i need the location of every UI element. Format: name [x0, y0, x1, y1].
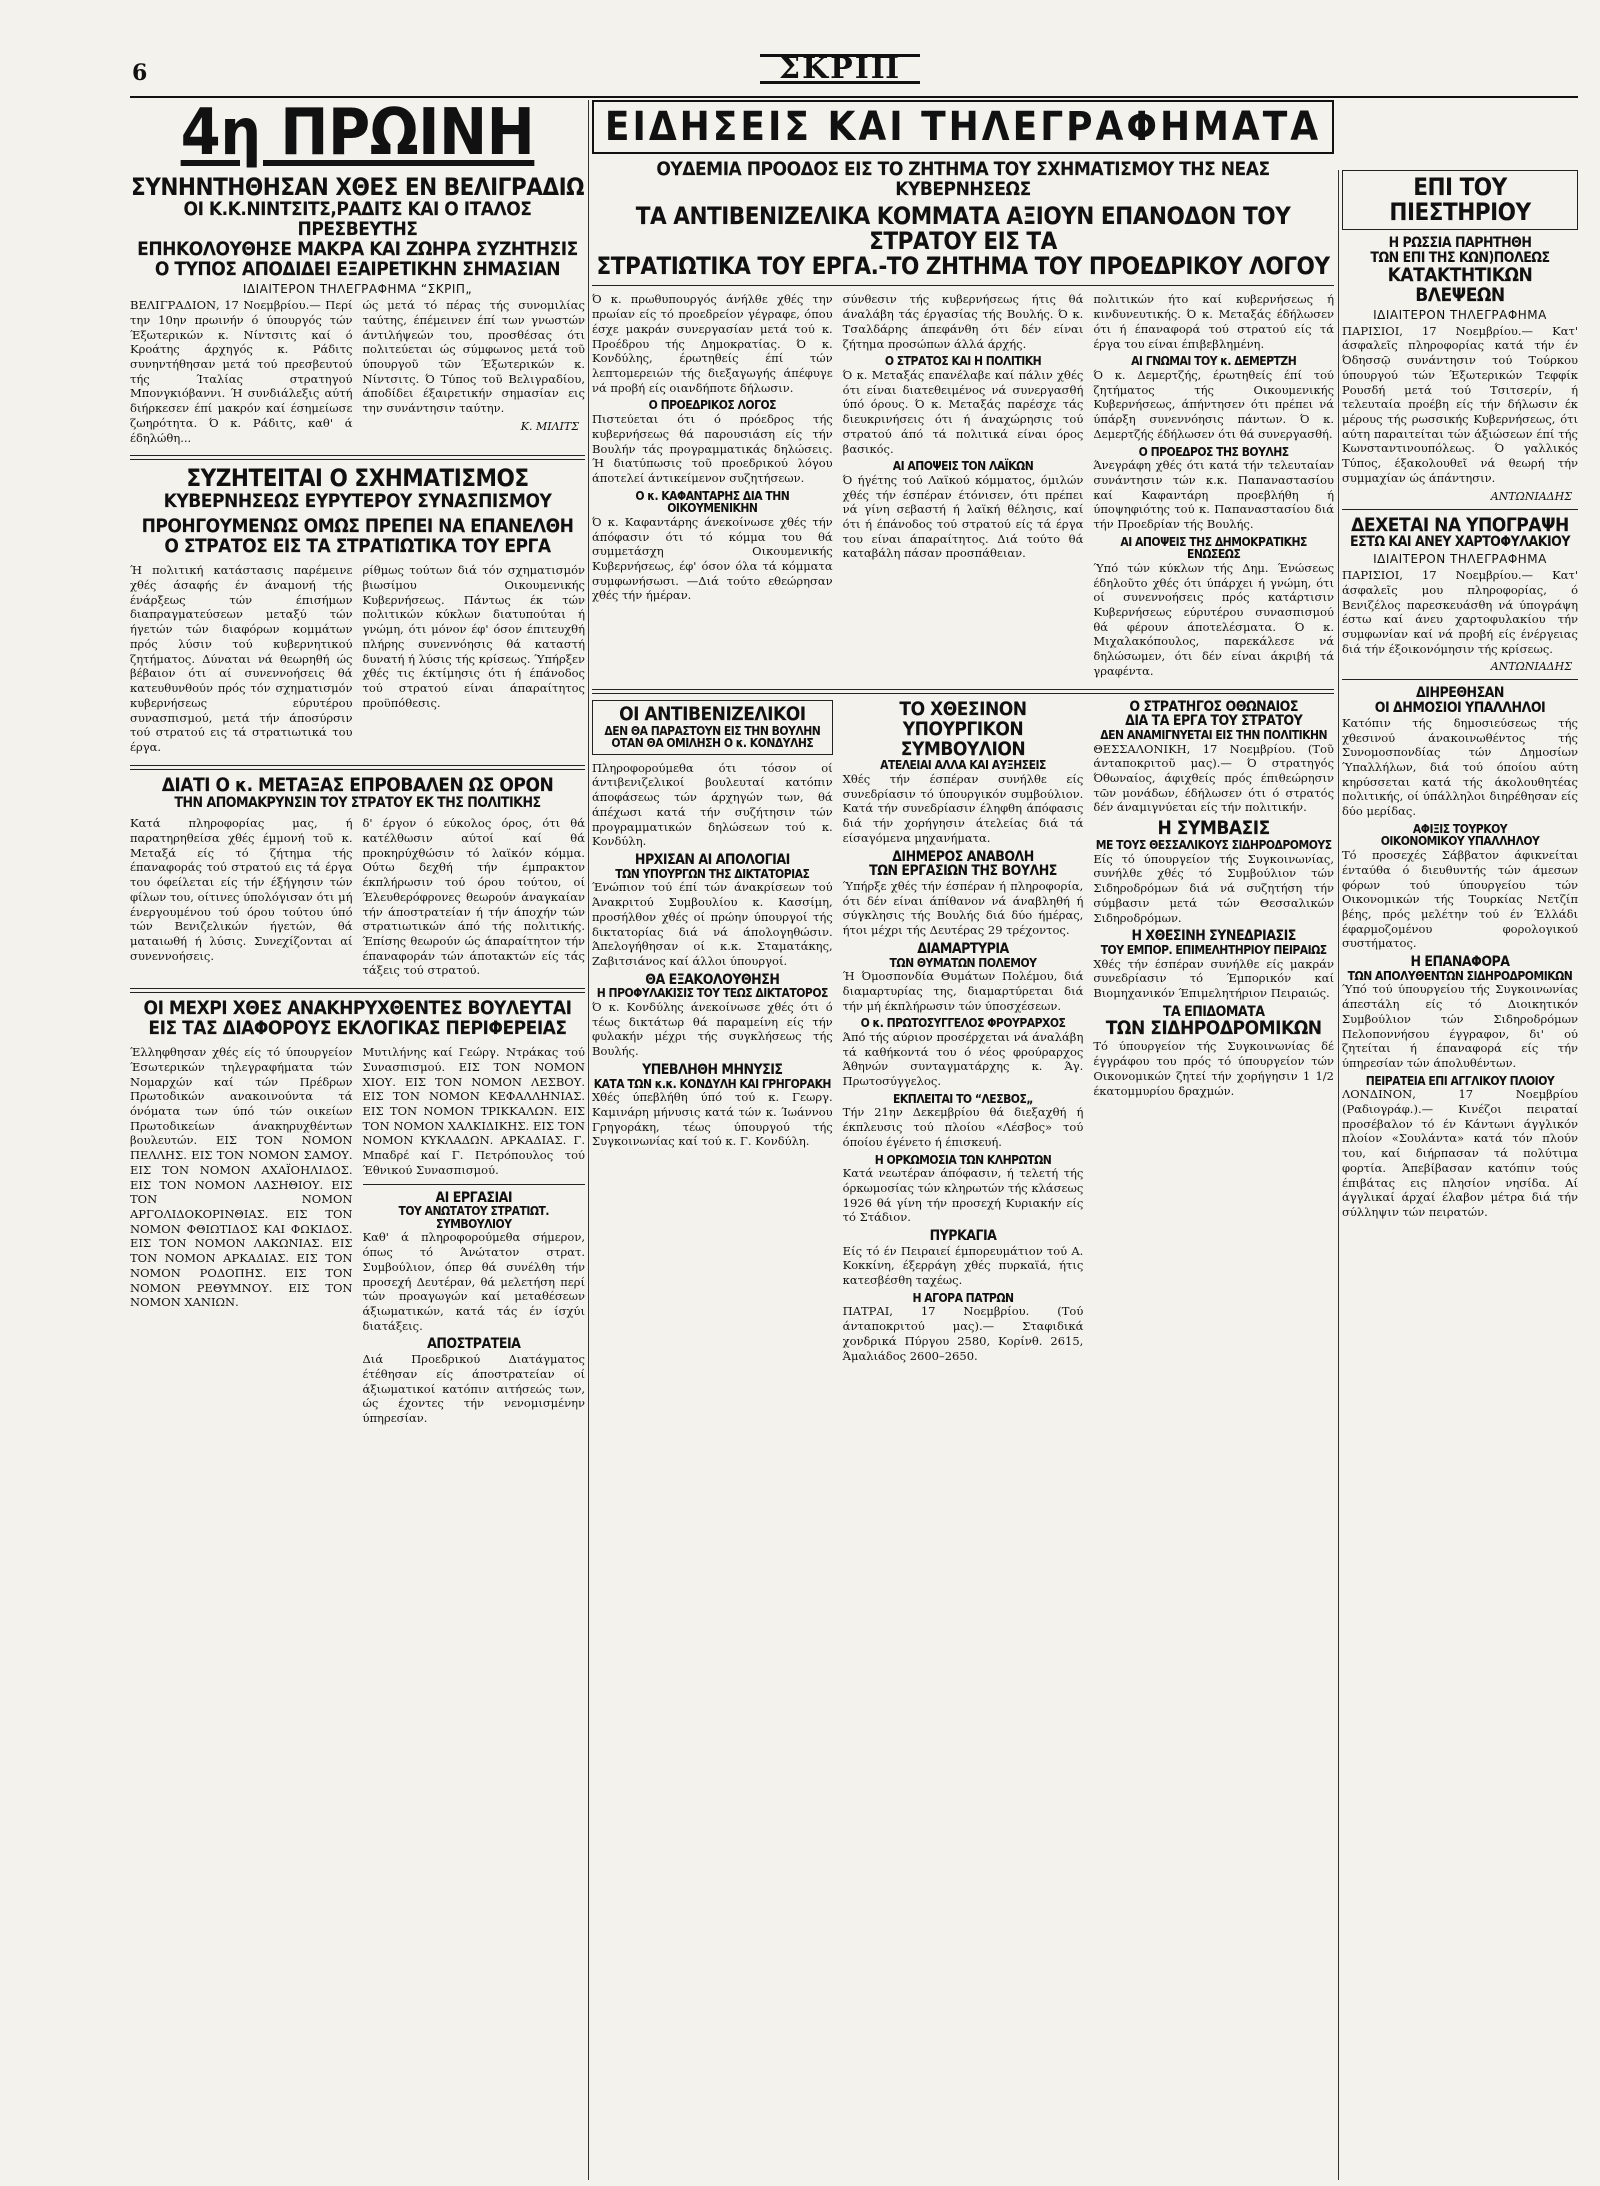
headline-sub: Ο ΤΥΠΟΣ ΑΠΟΔΙΔΕΙ ΕΞΑΙΡΕΤΙΚΗΝ ΣΗΜΑΣΙΑΝ: [154, 258, 561, 281]
headline: ΗΡΧΙΣΑΝ ΑΙ ΑΠΟΛΟΓΙΑΙ: [634, 852, 790, 869]
article-text: Ό ήγέτης τού Λαϊκού κόμματος, όμιλών χθές τήν έσπέραν έτόνισεν, ότι πρέπει νά γίνη σεβαστή ή λαϊκή θέλησις, καί ότι ή έπάνοδος τού στρατού είς τά έργα του είναι άπαραίτητος. Διά τούτο θά καταβάλη πάσαν προσπάθειαν.: [842, 472, 1084, 561]
section-box: [1342, 170, 1578, 230]
headline: ΔΙΗΜΕΡΟΣ ΑΝΑΒΟΛΗ: [892, 848, 1034, 865]
subhead: ΑΙ ΑΠΟΨΕΙΣ ΤΗΣ ΔΗΜΟΚΡΑΤΙΚΗΣ ΕΝΩΣΕΩΣ: [1120, 534, 1307, 562]
subhead: ΕΚΠΛΕΙΤΑΙ ΤΟ “ΛΕΣΒΟΣ„: [893, 1091, 1033, 1106]
article-text: Ύπό τού ύπουργείου τής Συγκοινωνίας άπεστάλη είς τό Διοικητικόν Συμβούλιον τών Σιδηροδρόμων Πελοποννήσου έγγραφον, δι' ού ζητείται ή έπαναφορά είς τήν ύπηρεσίαν τών άπολυθέντων.: [1342, 982, 1578, 1070]
headline: ΔΙΗΡΕΘΗΣΑΝ: [1416, 685, 1504, 702]
masthead: ΣΚΡΙΠ: [760, 54, 920, 84]
headline: ΤΟ ΧΘΕΣΙΝΟΝ: [899, 697, 1027, 720]
brand-title: 4η ΠΡΩΙΝΗ: [180, 100, 535, 170]
headline: Η ΡΩΣΣΙΑ ΠΑΡΗΤΗΘΗ: [1388, 235, 1532, 252]
divider: [1342, 679, 1578, 680]
article-text: Ό κ. Καφαντάρης άνεκοίνωσε χθές τήν άπόφασιν ότι τό κόμμα του θά συμμετάσχη Οικουμενικής Κυβερνήσεως, έφ' όσον όλα τά κόμματα συμφωνήσωσι. —Διά τούτο εθεώρησαν χθές τήν ήμέραν.: [592, 514, 833, 603]
article-text: Ό κ. πρωθυπουργός άνήλθε χθές την πρωίαν είς τό προεδρείον γέγραφε, όπου έσχε μακράν συνεργασίαν μετά τού κ. Προέδρου τής Δημοκρατίας. Ό κ. Κονδύλης, έρωτηθείς έπί τών λεπτομερειών τής διεξαγωγής άπέφυγε νά προβή είς οιανδήποτε δήλωσιν.: [592, 292, 833, 395]
article-body: [130, 563, 585, 758]
article-text: Ό κ. Κονδύλης άνεκοίνωσε χθές ότι ό τέως δικτάτωρ θά παραμείνη είς τήν φυλακήν μέχρι τής συγκλήσεως τής Βουλής.: [592, 999, 833, 1059]
article-text: Πληροφορούμεθα ότι τόσον οί άντιβενιζελικοί βουλευταί κατόπιν άποφάσεως τών άρχηγών των, θά άπέχωσι κατά τήν συζήτησιν τών προγραμματικών δηλώσεων τού κ. Κονδύλη.: [592, 760, 833, 849]
headline-sub: Ο ΣΤΡΑΤΟΣ ΕΙΣ ΤΑ ΣΤΡΑΤΙΩΤΙΚΑ ΤΟΥ ΕΡΓΑ: [164, 535, 551, 558]
signature: ΑΝΤΩΝΙΑΔΗΣ: [1490, 660, 1572, 674]
article-text: Κατά νεωτέραν άπόφασιν, ή τελετή τής όρκωμοσίας τών κληρωτών τής κλάσεως 1926 θά γίνη τήν προσεχή Κυριακήν είς τό Στάδιον.: [842, 1166, 1084, 1225]
headline-sub: ΤΩΝ ΘΥΜΑΤΩΝ ΠΟΛΕΜΟΥ: [889, 955, 1037, 970]
subhead: ΑΙ ΑΠΟΨΕΙΣ ΤΟΝ ΛΑΪΚΩΝ: [892, 459, 1034, 474]
divider: [1342, 509, 1578, 510]
headline: ΟΥΔΕΜΙΑ ΠΡΟΟΔΟΣ ΕΙΣ ΤΟ ΖΗΤΗΜΑ ΤΟΥ ΣΧΗΜΑΤΙΣΜΟΥ ΤΗΣ ΝΕΑΣ ΚΥΒΕΡΝΗΣΕΩΣ: [656, 158, 1270, 200]
article-body: [592, 292, 1334, 682]
headline: ΣΥΖΗΤΕΙΤΑΙ Ο ΣΧΗΜΑΤΙΣΜΟΣ: [186, 464, 529, 493]
article-body: [130, 298, 585, 449]
headline: Ο ΣΤΡΑΤΗΓΟΣ ΟΘΩΝΑΙΟΣ: [1129, 698, 1298, 715]
signature: ΑΝΤΩΝΙΑΔΗΣ: [1490, 489, 1572, 503]
article-text: ΛΟΝΔΙΝΟΝ, 17 Νοεμβρίου (Ραδιογράφ.).— Κινέζοι πειραταί προσέβαλον τό έν Κάντωνι άγγλικόν πλοίον «Σουλάντα» κατά τόν πλούν του, καί διήρπασαν τά πολύτιμα φορτία. Άπεβίβασαν κατόπιν τούς έπιβάτας εις πλησίον νησίδα. Αί άγγλικαί άρχαί έλαβον μέτρα διά τήν σύλληψιν τών πειρατών.: [1342, 1087, 1578, 1220]
article-text: Έλληφθησαν χθές είς τό ύπουργείον Έσωτερικών τηλεγραφήματα τών Νομαρχών καί τών Πρέδρων Πρωτοδικών ανακοινούντα τά όνόματα των ύπό τών οικείων Πρωτοδικείων άνακηρυχθέντων βουλευτών. ΕΙΣ ΤΟΝ ΝΟΜΟΝ ΠΕΛΛΗΣ. ΕΙΣ ΤΟΝ ΝΟΜΟΝ ΣΑΜΟΥ. ΕΙΣ ΤΟΝ ΝΟΜΟΝ ΑΧΑΪΟΗΛΙΔΟΣ. ΕΙΣ ΤΟΝ ΝΟΜΟΝ ΛΑΣΗΘΙΟΥ. ΕΙΣ ΤΟΝ ΝΟΜΟΝ ΑΡΓΟΛΙΔΟΚΟΡΙΝΘΙΑΣ. ΕΙΣ ΤΟΝ ΝΟΜΟΝ ΦΘΙΩΤΙΔΟΣ ΚΑΙ ΦΩΚΙΔΟΣ. ΕΙΣ ΤΟΝ ΝΟΜΟΝ ΛΑΚΩΝΙΑΣ. ΕΙΣ ΤΟΝ ΝΟΜΟΝ ΑΡΚΑΔΙΑΣ. ΕΙΣ ΤΟΝ ΝΟΜΟΝ ΡΟΔΟΠΗΣ. ΕΙΣ ΤΟΝ ΝΟΜΟΝ ΡΕΘΥΜΝΟΥ. ΕΙΣ ΤΟΝ ΝΟΜΟΝ ΧΑΝΙΩΝ.: [130, 1045, 353, 1310]
article-body: [130, 816, 585, 982]
right-column: [1342, 170, 1578, 1224]
subhead: Η ΟΡΚΩΜΟΣΙΑ ΤΩΝ ΚΛΗΡΩΤΩΝ: [874, 1152, 1052, 1167]
headline: ΥΠΕΒΛΗΘΗ ΜΗΝΥΣΙΣ: [642, 1061, 783, 1078]
headline: Η ΧΘΕΣΙΝΗ ΣΥΝΕΔΡΙΑΣΙΣ: [1131, 928, 1296, 945]
article-text: Ό κ. Δεμερτζής, έρωτηθείς έπί τού ζητήματος τής Οικουμενικής Κυβερνήσεως, άπήντησεν ότι πρέπει νά ύπάρξη συνεννόησις πάντων. Ό κ. Δεμερτζής έδήλωσεν ότι θά συνεργασθή.: [1093, 367, 1334, 441]
left-column: [130, 100, 585, 1430]
article-text: Ύπό τών κύκλων τής Δημ. Ένώσεως έδηλοῦτο χθές ότι ύπάρχει ή γνώμη, ότι οί συνεννοήσεις πρός κατάρτισιν Κυβερνήσεως εύρυτέρου συνασπισμού θά φέρουν άποτελέσματα. Ό κ. Μιχαλακόπουλος, παρεκάλεσε νά δηλώσωμεν, ότι δέν είναι άκριβή τά γραφέντα.: [1093, 560, 1334, 678]
article-text: ΠΑΤΡΑΙ, 17 Νοεμβρίου. (Τού άνταποκριτού μας).— Σταφιδικά χονδρικά Πύργου 2580, Κορίνθ. 2615, Άμαλιάδος 2600–2650.: [842, 1304, 1084, 1363]
article-text: Τό ύπουργείον τής Συγκοινωνίας δέ έγγράφου του πρός τό ύπουργείον τών Οικονομικών ζητεί τήν χορήγησιν 1 1/2 έκατομμυρίου δραχμών.: [1093, 1039, 1334, 1098]
article-text: σύνθεσιν τής κυβερνήσεως ήτις θά άναλάβη τάς έργασίας τής Βουλής. Ό κ. Τσαλδάρης άπεφάνθη ότι δέν είναι ζήτημα προσώπων άλλά άρχής.: [842, 292, 1084, 351]
headline: ΑΙ ΕΡΓΑΣΙΑΙ: [435, 1189, 513, 1206]
section-banner: [592, 100, 1334, 154]
subhead: Ο ΠΡΟΕΔΡΟΣ ΤΗΣ ΒΟΥΛΗΣ: [1138, 444, 1289, 459]
headline-sub: ΔΕΝ ΑΝΑΜΙΓΝΥΕΤΑΙ ΕΙΣ ΤΗΝ ΠΟΛΙΤΙΚΗΝ: [1100, 728, 1328, 742]
subhead: Ο κ. ΚΑΦΑΝΤΑΡΗΣ ΔΙΑ ΤΗΝ ΟΙΚΟΥΜΕΝΙΚΗΝ: [635, 488, 790, 516]
headline-sub: ΟΙ Κ.Κ.ΝΙΝΤΣΙΤΣ,ΡΑΔΙΤΣ ΚΑΙ Ο ΙΤΑΛΟΣ ΠΡΕΣΒΕΥΤΗΣ: [183, 198, 532, 241]
headline: ΤΩΝ ΣΙΔΗΡΟΔΡΟΜΙΚΩΝ: [1105, 1017, 1322, 1040]
divider: [363, 1184, 586, 1185]
headline: ΤΩΝ ΕΡΓΑΣΙΩΝ ΤΗΣ ΒΟΥΛΗΣ: [869, 863, 1057, 880]
headline: ΔΙΑΤΙ Ο κ. ΜΕΤΑΞΑΣ ΕΠΡΟΒΑΛΕΝ ΩΣ ΟΡΟΝ: [161, 773, 554, 796]
headline: Η ΕΠΑΝΑΦΟΡΑ: [1410, 954, 1510, 971]
headline-sub: ΕΙΣ ΤΑΣ ΔΙΑΦΟΡΟΥΣ ΕΚΛΟΓΙΚΑΣ ΠΕΡΙΦΕΡΕΙΑΣ: [148, 1017, 567, 1040]
article-text: Είς τό ύπουργείον τής Συγκοινωνίας, συνήλθε χθές τό Συμβούλιον τών Σιδηροδρόμων διά νά συζητήση τήν σύμβασιν μετά τών Θεσσαλικών Σιδηροδρόμων.: [1093, 851, 1334, 925]
article-text: Χθές τήν έσπέραν συνήλθε είς μακράν συνεδρίασιν τό Έμπορικόν καί Βιομηχανικόν Έπιμελητήριον Πειραιώς.: [1093, 956, 1334, 1001]
column-divider: [588, 100, 589, 2180]
article-text: Ή πολιτική κατάστασις παρέμεινε χθές άσαφής έν άναμονή τής ένάρξεως τών έπισήμων διαπραγματεύσεων μεταξύ τών ήγετών τών διαφόρων κομμάτων πρός λύσιν τού κυβερνητικού ζητήματος. Δύναται νά θεωρηθή ώς βέβαιον ότι αί συνεννοήσεις θά κατευθυνθούν πρός τόν σχηματισμόν κυβερνήσεως εύρυτέρου συνασπισμού, μετά τήν άποσύρσιν τού στρατού εις τά στρατιωτικά του έργα.: [130, 563, 353, 754]
headline: ΤΑ ΑΝΤΙΒΕΝΙΖΕΛΙΚΑ ΚΟΜΜΑΤΑ ΑΞΙΟΥΝ ΕΠΑΝΟΔΟΝ ΤΟΥ ΣΤΡΑΤΟΥ ΕΙΣ ΤΑ: [635, 201, 1291, 256]
headline-sub: ΚΑΤΑ ΤΩΝ κ.κ. ΚΟΝΔΥΛΗ ΚΑΙ ΓΡΗΓΟΡΑΚΗ: [593, 1076, 831, 1091]
section-title: ΕΠΙ ΤΟΥ ΠΙΕΣΤΗΡΙΟΥ: [1389, 173, 1531, 227]
article-text: Χθές ύπεβλήθη ύπό τού κ. Γεωργ. Καμινάρη μήνυσις κατά τών κ. Ίωάννου Γρηγοράκη, τέως ύπουργού τής Συγκοινωνίας καί τού κ. Γ. Κονδύλη.: [592, 1090, 833, 1149]
article-text: ρίθμως τούτων διά τόν σχηματισμόν βιωσίμου Οικουμενικής Κυβερνήσεως. Πάντως έκ τών πολιτικών κύκλων διατυπούται ή γνώμη, ότι μόνον έφ' όσον έπιτευχθή πλήρης συνεννόησις θά καταστή δυνατή ή λύσις τής κρίσεως. Ύπήρξεν χθές τις έκτίμησις ότι ή έπάνοδος τού στρατού είναι άπαραίτητος προϋπόθεσις.: [362, 563, 585, 710]
headline: ΘΑ ΕΞΑΚΟΛΟΥΘΗΣΗ: [645, 971, 780, 988]
article-text: Μυτιλήνης καί Γεώργ. Ντράκας τού Συνασπισμού. ΕΙΣ ΤΟΝ ΝΟΜΟΝ ΧΙΟΥ. ΕΙΣ ΤΟΝ ΝΟΜΟΝ ΛΕΣΒΟΥ. ΕΙΣ ΤΟΝ ΝΟΜΟΝ ΚΕΦΑΛΛΗΝΙΑΣ. ΕΙΣ ΤΟΝ ΝΟΜΟΝ ΤΡΙΚΚΑΛΩΝ. ΕΙΣ ΤΟΝ ΝΟΜΟΝ ΧΑΛΚΙΔΙΚΗΣ. ΕΙΣ ΤΟΝ ΝΟΜΟΝ ΚΥΚΛΑΔΩΝ. ΑΡΚΑΔΙΑΣ. Γ. Μπαδρέ καί Γ. Πετρόπουλος τού Έθνικού Συνασπισμού.: [362, 1045, 585, 1177]
article-text: ώς μετά τό πέρας τής συνομιλίας ταύτης, έπέμεινεν έπί των γνωστών άντιλήψεών του, προσθέσας ότι πολιτεύεται ώς σύμφωνος μετά τοῦ ύπουργοῦ τῶν Έξωτερικών κ. Νίντσιτς. Ό Τύπος τοῦ Βελιγραδίου, άποδίδει έξαιρετικήν σημασίαν εις την συνάντησιν ταύτην.: [362, 298, 585, 416]
headline-sub: ΤΩΝ ΑΠΟΛΥΘΕΝΤΩΝ ΣΙΔΗΡΟΔΡΟΜΙΚΩΝ: [1347, 968, 1573, 983]
section-title: ΕΙΔΗΣΕΙΣ ΚΑΙ ΤΗΛΕΓΡΑΦΗΜΑΤΑ: [604, 104, 1322, 150]
article-box: [592, 700, 833, 755]
article-text: ΒΕΛΙΓΡΑΔΙΟΝ, 17 Νοεμβρίου.— Περί την 10ην πρωινήν ό ύπουργός τών Έξωτερικών κ. Νίντσιτς καί ό Κροάτης άρχηγός κ. Ράδιτς συνηντήθησαν μετά τού πρεσβευτού τής Ίταλίας στρατηγού Μπονγκιόβαννι. Ή συνδιάλεξις αύτή διήρκεσεν έπί μακρόν καί έσημείωσε ζωηρότητα. Ό κ. Ράδιτς, καθ' ά έδηλώθη...: [130, 298, 353, 445]
headline-sub: ΤΟΥ ΑΝΩΤΑΤΟΥ ΣΤΡΑΤΙΩΤ. ΣΥΜΒΟΥΛΙΟΥ: [398, 1204, 550, 1231]
divider: [130, 765, 585, 770]
subhead: Η ΑΓΟΡΑ ΠΑΤΡΩΝ: [912, 1290, 1014, 1305]
signature: Κ. ΜΙΛΙΤΣ: [520, 419, 579, 433]
article-text: Ό κ. Μεταξάς επανέλαβε καί πάλιν χθές ότι είναι διατεθειμένος νά συνεργασθή ύπό όρους. Ό κ. Μεταξάς παρέσχε τάς διευκρινήσεις ότι ή άναχώρησις τού στρατού άπό τά πολιτικά είναι όρος βασικός.: [842, 367, 1084, 456]
page-number: 6: [132, 60, 148, 86]
headline-sub: ΤΩΝ ΥΠΟΥΡΓΩΝ ΤΗΣ ΔΙΚΤΑΤΟΡΙΑΣ: [615, 866, 810, 881]
news-section: [592, 100, 1334, 1367]
headline-sub: ΟΙΚΟΝΟΜΙΚΟΥ ΥΠΑΛΛΗΛΟΥ: [1380, 834, 1540, 849]
article-text: Ένώπιον τού έπί τών άνακρίσεων τού Άνακριτού Συμβουλίου κ. Κασσίμη, προσήλθον χθές οί πρώην ύπουργοί τής δικτατορίας διά νά άπολογηθώσιν. Άπελογήθησαν οί κ.κ. Σταματάκης, Ζαβιτσιάνος καί άλλοι ύπουργοί.: [592, 880, 833, 968]
article-text: Ύπήρξε χθές τήν έσπέραν ή πληροφορία, ότι δέν είναι άπίθανον νά άναβληθή ή σύγκλησις τής Βουλής διά δύο ήμέρας, ήτοι μέχρι τής Δευτέρας 29 τρέχοντος.: [842, 879, 1084, 938]
article-text: Άνεγράφη χθές ότι κατά τήν τελευταίαν συνάντησιν τών κ.κ. Παπαναστασίου καί Καφαντάρη προεβλήθη ή ύποψηφιότης τού κ. Παπαναστασίου διά τήν Προεδρίαν τής Βουλής.: [1093, 458, 1334, 531]
lower-articles: [592, 697, 1334, 1368]
headline: ΟΙ ΑΝΤΙΒΕΝΙΖΕΛΙΚΟΙ: [619, 702, 806, 725]
article-text: Είς τό έν Πειραιεί έμπορευμάτιον τού Α. Κοκκίνη, έξερράγη χθές πυρκαϊά, ήτις κατεσβέσθη ταχέως.: [842, 1243, 1084, 1288]
headline-sub: ΕΠΗΚΟΛΟΥΘΗΣΕ ΜΑΚΡΑ ΚΑΙ ΖΩΗΡΑ ΣΥΖΗΤΗΣΙΣ: [137, 238, 578, 261]
headline: ΠΕΙΡΑΤΕΙΑ ΕΠΙ ΑΓΓΛΙΚΟΥ ΠΛΟΙΟΥ: [1365, 1073, 1555, 1088]
headline: ΥΠΟΥΡΓΙΚΟΝ ΣΥΜΒΟΥΛΙΟΝ: [900, 717, 1026, 760]
headline: ΔΙΑΜΑΡΤΥΡΙΑ: [917, 940, 1009, 957]
article-text: Διά Προεδρικού Διατάγματος έτέθησαν είς άποστρατείαν οί άξιωματικοί κατόπιν αιτήσεώς των, ώς έχοντες τήν νενομισμένην ύπηρεσίαν.: [362, 1352, 585, 1425]
subhead: ΠΥΡΚΑΓΙΑ: [929, 1228, 997, 1244]
article-text: Άπό τής αύριον προσέρχεται νά άναλάβη τά καθήκοντά του ό νέος φρούραρχος Άθηνών συνταγματάρχης κ. Άγ. Πρωτοσύγγελος.: [842, 1029, 1084, 1089]
article-text: Ή Όμοσπονδία Θυμάτων Πολέμου, διά διαμαρτυρίας της, διαμαρτύρεται διά τήν μή έκπλήρωσιν τών ύποσχέσεων.: [842, 969, 1084, 1013]
article-text: Χθές τήν έσπέραν συνήλθε είς συνεδρίασιν τό ύπουργικόν συμβούλιον. Κατά τήν συνεδρίασιν έληφθη άπόφασις διά τήν χορήγησιν άτελείας διά τά είσαγόμενα μηχανήματα.: [842, 772, 1084, 845]
divider: [130, 988, 585, 993]
headline: ΟΙ ΜΕΧΡΙ ΧΘΕΣ ΑΝΑΚΗΡΥΧΘΕΝΤΕΣ ΒΟΥΛΕΥΤΑΙ: [143, 997, 572, 1020]
article-text: ΠΑΡΙΣΙΟΙ, 17 Νοεμβρίου.— Κατ' άσφαλεῖς πληροφορίας κατά τήν έν Όδησσῷ συνάντησιν τού Τούρκου ύπουργού τών Έξωτερικών Τεφφίκ Ρουσδή μετά τού Τσιτσερίν, ή τελευταία προέβη είς τήν δήλωσιν έκ μέρους τής ρωσσικής Κυβερνήσεως, ότι αύτη παραιτείται τών άξιώσεων έπί τής Κωνσταντινουπόλεως. Ό γαλλικός Τύπος, έξακολουθεῖ νά θεωρή τήν συμμαχίαν ώς άπάντησιν.: [1342, 323, 1578, 485]
headline: ΤΑ ΕΠΙΔΟΜΑΤΑ: [1162, 1003, 1265, 1020]
subhead: Ο ΣΤΡΑΤΟΣ ΚΑΙ Η ΠΟΛΙΤΙΚΗ: [884, 354, 1042, 369]
divider: [592, 285, 1334, 286]
article-text: Καθ' ά πληροφορούμεθα σήμερον, όπως τό Άνώτατον στρατ. Συμβούλιον, όπερ θά συνέλθη τήν προσεχή Δευτέραν, θά μελετήση περί τών προαγωγών καί μεταθέσεων άξιωματικών, κατά τάς έν ίσχύι διατάξεις.: [362, 1230, 585, 1333]
dispatch-label: ΙΔΙΑΙΤΕΡΟΝ ΤΗΛΕΓΡΑΦΗΜΑ “ΣΚΡΙΠ„: [242, 282, 473, 297]
headline: ΔΕΧΕΤΑΙ ΝΑ ΥΠΟΓΡΑΨΗ: [1351, 513, 1569, 536]
article-text: ΠΑΡΙΣΙΟΙ, 17 Νοεμβρίου.— Κατ' άσφαλεῖς μου πληροφορίας, ό Βενιζέλος παρεσκευάσθη νά ύπογράψη έστω καί άνευ χαρτοφυλακίου τήν συμφωνίαν καί νά προβή είς ένέργειας διά τήν έξοικονόμησιν τής κρίσεως.: [1342, 568, 1578, 656]
headline-sub: ΤΟΥ ΕΜΠΟΡ. ΕΠΙΜΕΛΗΤΗΡΙΟΥ ΠΕΙΡΑΙΩΣ: [1100, 943, 1327, 957]
article-text: Τήν 21ην Δεκεμβρίου θά διεξαχθή ή έκπλευσις τού πλοίου «Λέσβος» τού όποίου έγένετο ή έπισκευή.: [842, 1105, 1084, 1149]
headline-sub: ΟΤΑΝ ΘΑ ΟΜΙΛΗΣΗ Ο κ. ΚΟΝΔΥΛΗΣ: [611, 736, 814, 751]
dispatch-label: ΙΔΙΑΙΤΕΡΟΝ ΤΗΛΕΓΡΑΦΗΜΑ: [1373, 552, 1547, 567]
subhead: ΑΙ ΓΝΩΜΑΙ ΤΟΥ κ. ΔΕΜΕΡΤΖΗ: [1131, 354, 1297, 369]
top-rule: [130, 96, 1578, 98]
headline-sub: ΔΕΝ ΘΑ ΠΑΡΑΣΤΟΥΝ ΕΙΣ ΤΗΝ ΒΟΥΛΗΝ: [604, 723, 821, 738]
headline: ΣΥΝΗΝΤΗΘΗΣΑΝ ΧΘΕΣ ΕΝ ΒΕΛΙΓΡΑΔΙΩ: [130, 173, 585, 202]
article-text: Κατά πληροφορίας μας, ή παρατηρηθείσα χθές έμμονή τοῦ κ. Μεταξά είς τό ζήτημα τής έπαναφοράς τού στρατού εις τά έργα του όφείλεται είς τήν έξήγησιν τών φίλων του, οίτινες ύπολόγισαν ότι μή ένεργουμένου τού όρου τούτου ύπό τών Βενιζελικών ήγετών, θά ματαιωθή ή λύσις. Συνεχίζονται αί συνεννοήσεις.: [130, 816, 353, 963]
divider: [592, 689, 1334, 694]
column-divider: [1338, 170, 1339, 2180]
headline: ΑΦΙΞΙΣ ΤΟΥΡΚΟΥ: [1412, 821, 1508, 836]
headline-sub: Η ΠΡΟΦΥΛΑΚΙΣΙΣ ΤΟΥ ΤΕΩΣ ΔΙΚΤΑΤΟΡΟΣ: [596, 986, 828, 1001]
dispatch-label: ΙΔΙΑΙΤΕΡΟΝ ΤΗΛΕΓΡΑΦΗΜΑ: [1373, 307, 1547, 322]
article-text: Πιστεύεται ότι ό πρόεδρος τής κυβερνήσεως θά παρουσιάση είς τήν Βουλήν τάς προγραμματικάς δηλώσεις. Ή διατύπωσις τοῦ προεδρικού λόγου άποτελεί άντικείμενον συζητήσεων.: [592, 412, 833, 485]
headline-sub: ΤΗΝ ΑΠΟΜΑΚΡΥΝΣΙΝ ΤΟΥ ΣΤΡΑΤΟΥ ΕΚ ΤΗΣ ΠΟΛΙΤΙΚΗΣ: [174, 794, 541, 811]
subhead: Ο ΠΡΟΕΔΡΙΚΟΣ ΛΟΓΟΣ: [648, 398, 777, 413]
headline-sub: ΕΣΤΩ ΚΑΙ ΑΝΕΥ ΧΑΡΤΟΦΥΛΑΚΙΟΥ: [1350, 534, 1570, 551]
article-body: [130, 1045, 585, 1430]
headline-sub: ΜΕ ΤΟΥΣ ΘΕΣΣΑΛΙΚΟΥΣ ΣΙΔΗΡΟΔΡΟΜΟΥΣ: [1095, 838, 1332, 853]
headline-sub: ΑΤΕΛΕΙΑΙ ΑΛΛΑ ΚΑΙ ΑΥΞΗΣΕΙΣ: [880, 758, 1046, 773]
headline-sub: ΠΡΟΗΓΟΥΜΕΝΩΣ ΟΜΩΣ ΠΡΕΠΕΙ ΝΑ ΕΠΑΝΕΛΘΗ: [141, 515, 574, 538]
headline-sub: ΚΥΒΕΡΝΗΣΕΩΣ ΕΥΡΥΤΕΡΟΥ ΣΥΝΑΣΠΙΣΜΟΥ: [163, 489, 552, 512]
subhead: Ο κ. ΠΡΩΤΟΣΥΓΓΕΛΟΣ ΦΡΟΥΡΑΡΧΟΣ: [860, 1016, 1066, 1031]
headline: Η ΣΥΜΒΑΣΙΣ: [1157, 817, 1270, 840]
divider: [130, 455, 585, 460]
headline: ΚΑΤΑΚΤΗΤΙΚΩΝ ΒΛΕΨΕΩΝ: [1387, 263, 1533, 306]
article-text: πολιτικών ήτο καί κυβερνήσεως ή κινδυνευτικής. Ό κ. Μεταξάς έδήλωσεν ότι ή έπαναφορά τού στρατού είς τά έργα του είναι έπιβεβλημένη.: [1093, 292, 1334, 351]
headline: ΔΙΑ ΤΑ ΕΡΓΑ ΤΟΥ ΣΤΡΑΤΟΥ: [1125, 713, 1303, 730]
headline: ΤΩΝ ΕΠΙ ΤΗΣ ΚΩΝ)ΠΟΛΕΩΣ: [1370, 250, 1550, 267]
headline-sub: ΟΙ ΔΗΜΟΣΙΟΙ ΥΠΑΛΛΗΛΟΙ: [1374, 700, 1546, 717]
headline: ΣΤΡΑΤΙΩΤΙΚΑ ΤΟΥ ΕΡΓΑ.-ΤΟ ΖΗΤΗΜΑ ΤΟΥ ΠΡΟΕΔΡΙΚΟΥ ΛΟΓΟΥ: [596, 252, 1330, 281]
headline: ΑΠΟΣΤΡΑΤΕΙΑ: [427, 1336, 521, 1353]
article-text: Κατόπιν τής δημοσιεύσεως τής χθεσινού άνακοινωθέντος τής Συνομοσπονδίας τών Δημοσίων Ύπαλλήλων, διά τού όποίου αύτη κηρύσσεται κατά τής άκολουθητέας πολιτικής, οί ύπάλληλοι διηρέθησαν είς δύο μερίδας.: [1342, 715, 1578, 819]
article-text: ΘΕΣΣΑΛΟΝΙΚΗ, 17 Νοεμβρίου. (Τοῦ άνταποκριτοῦ μας).— Ό στρατηγός Όθωναίος, άφιχθείς πρός έπιθεώρησιν τῶν μονάδων, έδήλωσεν ότι ό στρατός δέν άναμιγνύεται είς τήν πολιτικήν.: [1093, 741, 1334, 815]
article-text: Τό προσεχές Σάββατον άφικνείται ένταύθα ό διευθυντής τών άμεσων φόρων τού ύπουργείου τών Οικονομικών τής Τουρκίας Νετζίπ βέης, πρός μελέτην τού έν Έλλάδι έφαρμοζομένου φορολογικού συστήματος.: [1342, 848, 1578, 951]
article-text: δ' έργον ό εύκολος όρος, ότι θά κατέλθωσιν αύτοί καί θά προκηρύχθώσιν τό λαϊκόν κόμμα. Ούτω δεχθή τήν έμπρακτον έκπλήρωσιν τού όρου τούτου, οί Έλευθερόφρονες θεωρούν άναγκαίαν τήν άποστρατείαν ή τήν άποχήν τών στρατιωτικών άπό τής πολιτικής. Έπίσης θεωρούν ώς άπαραίτητον τήν έπαναφοράν τών άποτακτών είς τάς τάξεις τού στρατού.: [362, 816, 585, 978]
